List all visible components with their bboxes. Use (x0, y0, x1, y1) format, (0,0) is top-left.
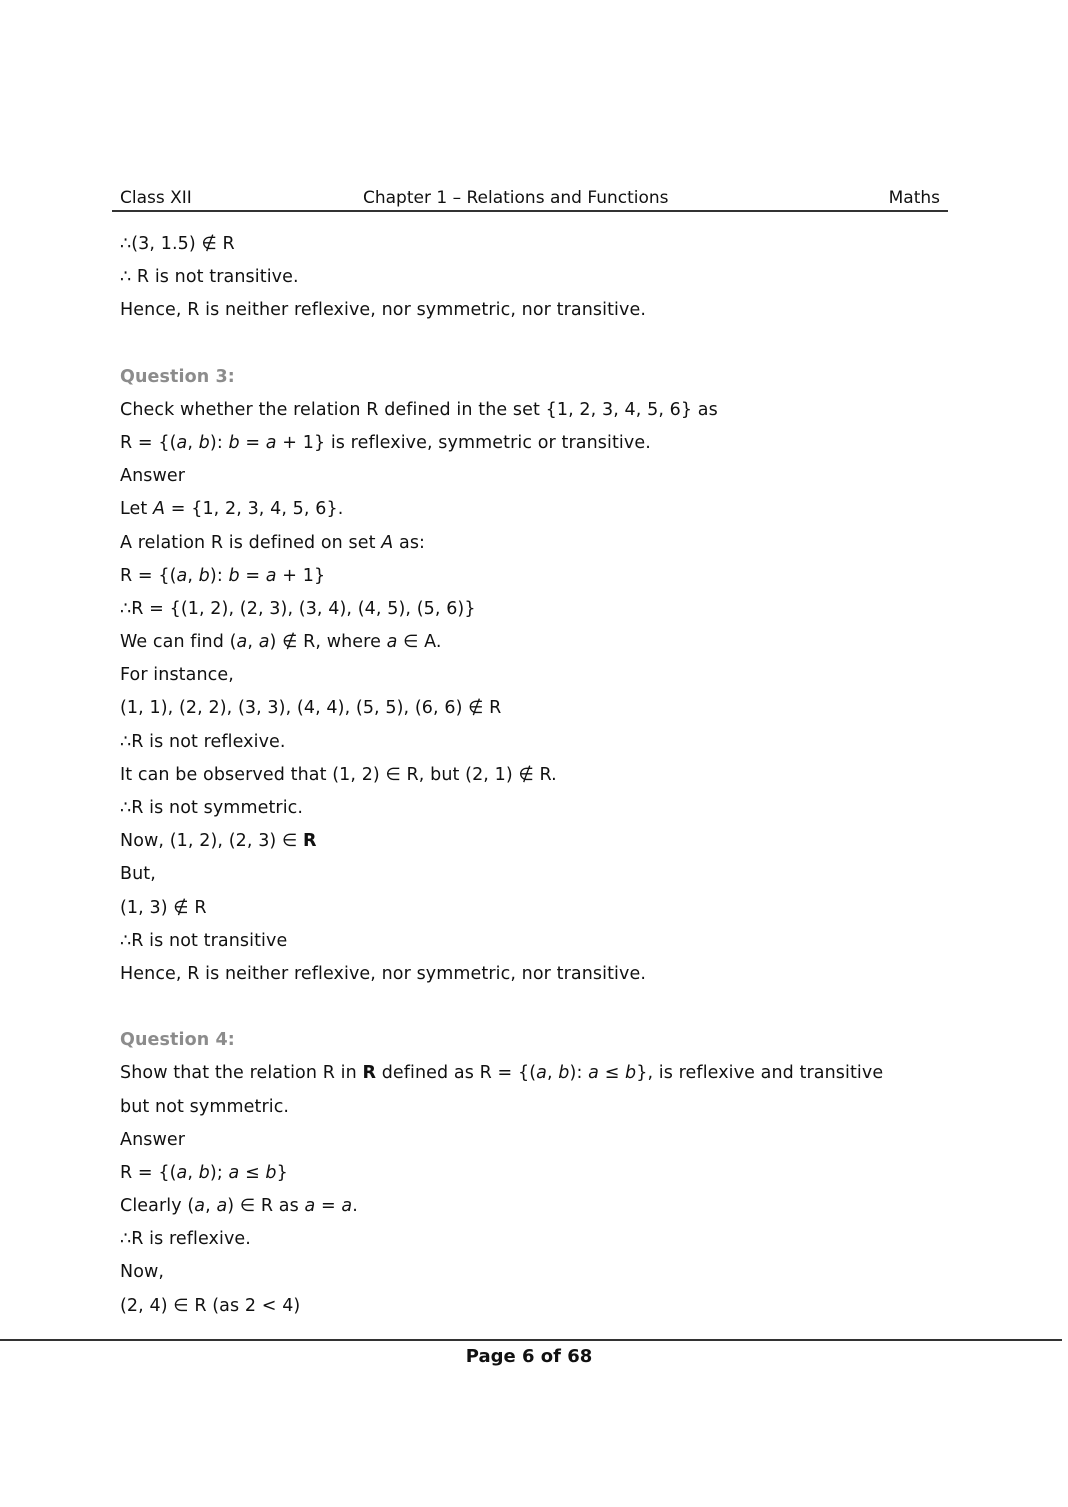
page-header (112, 186, 948, 212)
q3-not-symmetric: ∴R is not symmetric. (120, 798, 304, 818)
var-b: b (198, 432, 210, 453)
spacer (120, 991, 950, 1024)
text: , (546, 1063, 559, 1084)
text: A relation R is defined on set (120, 532, 382, 553)
text: } (276, 1162, 288, 1183)
var-b: b (228, 565, 240, 586)
q3-relation-set: ∴R = {(1, 2), (2, 3), (3, 4), (4, 5), (5, 6)} (120, 598, 476, 619)
text: Clearly ( (120, 1196, 195, 1217)
text: Now, (1, 2), (2, 3) ∈ (120, 831, 304, 852)
text: ) ∉ R, where (269, 632, 387, 653)
text: }, is reflexive and transitive (636, 1063, 884, 1084)
text: + 1} (276, 565, 326, 586)
header-chapter: Chapter 1 – Relations and Functions (363, 188, 669, 208)
spacer (120, 328, 950, 361)
question-3-heading: Question 3: (120, 366, 235, 387)
var-a: a (194, 1196, 206, 1217)
var-b: b (198, 1162, 210, 1183)
q3-pair-13: (1, 3) ∉ R (120, 897, 207, 918)
text: , (205, 1196, 217, 1217)
text: R = {( (120, 432, 177, 453)
prev-answer-conclusion: Hence, R is neither reflexive, nor symmetric, nor transitive. (120, 300, 646, 321)
var-a: a (216, 1196, 228, 1217)
q3-relation-rule (120, 560, 950, 593)
q4-is-reflexive: ∴R is reflexive. (120, 1229, 251, 1250)
question-4-answer-label: Answer (120, 1129, 186, 1150)
prev-answer-line: ∴(3, 1.5) ∉ R (120, 234, 235, 254)
question-3-prompt-line-2 (120, 427, 950, 460)
q3-can-find (120, 626, 950, 659)
text: Let (120, 499, 154, 520)
text: ) ∈ R as (227, 1196, 305, 1217)
text: ): (569, 1063, 589, 1084)
var-a: a (176, 565, 188, 586)
bold-R: R (303, 831, 317, 852)
var-a: a (265, 565, 277, 586)
footer-divider (0, 1339, 1062, 1341)
text: We can find ( (120, 632, 237, 653)
text: , (187, 565, 199, 586)
var-a: a (304, 1196, 316, 1217)
question-3-answer-label: Answer (120, 466, 186, 487)
header-class: Class XII (120, 188, 192, 208)
text: R = {( (120, 565, 177, 586)
text: . (352, 1196, 358, 1217)
q3-now-pairs (120, 825, 950, 858)
var-a: a (176, 432, 188, 453)
q3-relation-defined (120, 527, 950, 560)
q3-for-instance: For instance, (120, 665, 234, 686)
text: = (239, 432, 266, 453)
header-subject: Maths (888, 188, 940, 208)
var-a: a (176, 1162, 188, 1183)
var-A: A (153, 499, 166, 520)
q4-clearly (120, 1190, 950, 1223)
text: ≤ (239, 1162, 266, 1183)
q3-conclusion: Hence, R is neither reflexive, nor symmetric, nor transitive. (120, 963, 646, 984)
text: ); (209, 1162, 229, 1183)
var-A: A (381, 532, 394, 553)
text: Show that the relation R in (120, 1063, 363, 1084)
var-a: a (228, 1162, 240, 1183)
text: = (239, 565, 266, 586)
text: = {1, 2, 3, 4, 5, 6}. (165, 499, 344, 520)
question-4-prompt-line-1 (120, 1057, 950, 1090)
var-a: a (386, 632, 398, 653)
var-a: a (236, 632, 248, 653)
q3-observed: It can be observed that (1, 2) ∈ R, but (2, 1) ∉ R. (120, 764, 557, 785)
q3-let-a (120, 493, 950, 526)
text: , (247, 632, 259, 653)
text: ∈ A. (397, 632, 442, 653)
question-4-heading: Question 4: (120, 1030, 235, 1051)
q3-not-transitive: ∴R is not transitive (120, 930, 288, 951)
text: ≤ (598, 1063, 626, 1084)
var-a: a (265, 432, 277, 453)
q4-pair-24: (2, 4) ∈ R (as 2 < 4) (120, 1295, 301, 1316)
text: = (315, 1196, 342, 1217)
text: ): (209, 565, 229, 586)
text: ): (209, 432, 229, 453)
text: defined as R = {( (376, 1063, 537, 1084)
var-b: b (625, 1063, 637, 1084)
question-3-prompt-line-1: Check whether the relation R defined in the set {1, 2, 3, 4, 5, 6} as (120, 399, 718, 420)
text: as: (393, 532, 426, 553)
page-number: Page 6 of 68 (465, 1346, 593, 1367)
var-a: a (588, 1063, 599, 1084)
var-a: a (341, 1196, 353, 1217)
var-a: a (536, 1063, 547, 1084)
var-b: b (558, 1063, 570, 1084)
var-b: b (265, 1162, 277, 1183)
q4-relation-rule (120, 1157, 950, 1190)
text: , (187, 1162, 199, 1183)
q3-not-reflexive: ∴R is not reflexive. (120, 731, 286, 752)
page-content (120, 228, 950, 1323)
q4-now: Now, (120, 1262, 165, 1283)
text: R = {( (120, 1162, 177, 1183)
q3-but: But, (120, 864, 156, 885)
var-a: a (258, 632, 270, 653)
q3-pairs-not-in: (1, 1), (2, 2), (3, 3), (4, 4), (5, 5), (6, 6) ∉ R (120, 698, 502, 719)
text: , (187, 432, 199, 453)
question-4-prompt-line-2: but not symmetric. (120, 1096, 290, 1117)
prev-answer-line: ∴ R is not transitive. (120, 267, 299, 288)
var-b: b (228, 432, 240, 453)
var-b: b (198, 565, 210, 586)
bold-R: R (362, 1063, 377, 1084)
text: + 1} is reflexive, symmetric or transitive. (276, 432, 651, 453)
